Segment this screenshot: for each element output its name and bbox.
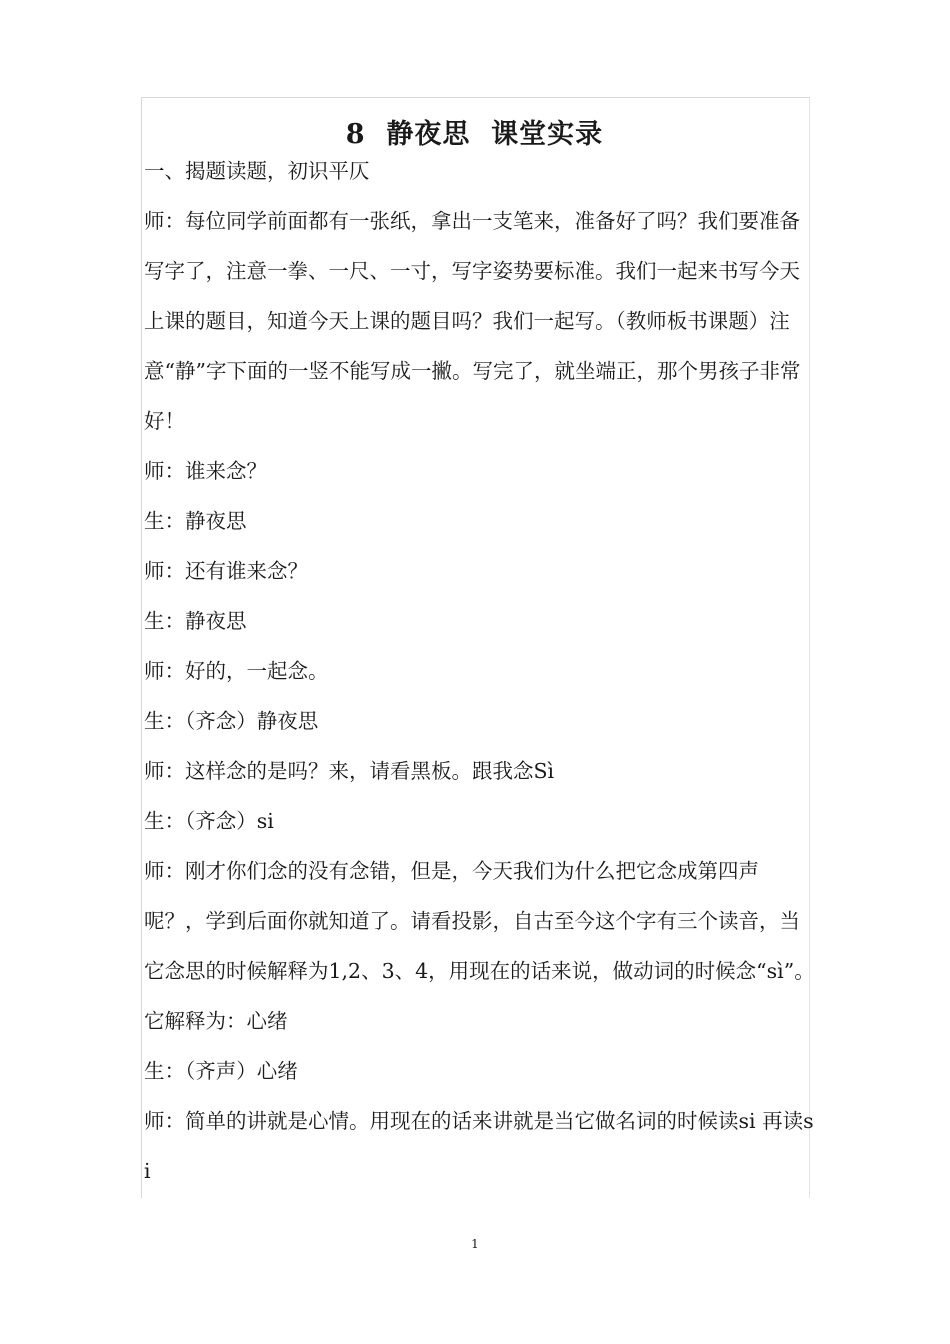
page-title: 8 静夜思 课堂实录 bbox=[345, 119, 604, 151]
paragraph: 师：每位同学前面都有一张纸，拿出一支笔来，准备好了吗？我们要准备写字了，注意一拳、一尺、一寸，写字姿势要标准。我们一起来书写今天上课的题目，知道今天上课的题目吗？我们一起写。（教师板书课题）注意“静”字下面的一竖不能写成一撇。写完了，就坐端正，那个男孩子非常好！ bbox=[144, 209, 801, 433]
paragraph: 师：好的，一起念。 bbox=[144, 659, 329, 683]
page-number: 1 bbox=[471, 1237, 479, 1251]
document-body bbox=[144, 146, 819, 1196]
paragraph: 生：静夜思 bbox=[144, 609, 247, 633]
section-heading: 一、揭题读题，初识平仄 bbox=[144, 159, 370, 183]
paragraph: 生：（齐念）静夜思 bbox=[144, 709, 319, 733]
paragraph: 师：谁来念？ bbox=[144, 459, 267, 483]
paragraph: 师：刚才你们念的没有念错，但是，今天我们为什么把它念成第四声呢？，学到后面你就知道了。请看投影，自古至今这个字有三个读音，当它念思的时候解释为1,2、3、4，用现在的话来说，做动词的时候念“sì”。它解释为：心绪 bbox=[144, 859, 815, 1033]
paragraph: 生：（齐念）si bbox=[144, 809, 274, 833]
paragraph: 师：简单的讲就是心情。用现在的话来讲就是当它做名词的时候读si 再读si bbox=[144, 1109, 814, 1183]
paragraph: 生：静夜思 bbox=[144, 509, 247, 533]
paragraph: 师：这样念的是吗？来，请看黑板。跟我念Sì bbox=[144, 759, 555, 783]
paragraph: 师：还有谁来念？ bbox=[144, 559, 308, 583]
paragraph: 生：（齐声）心绪 bbox=[144, 1059, 298, 1083]
